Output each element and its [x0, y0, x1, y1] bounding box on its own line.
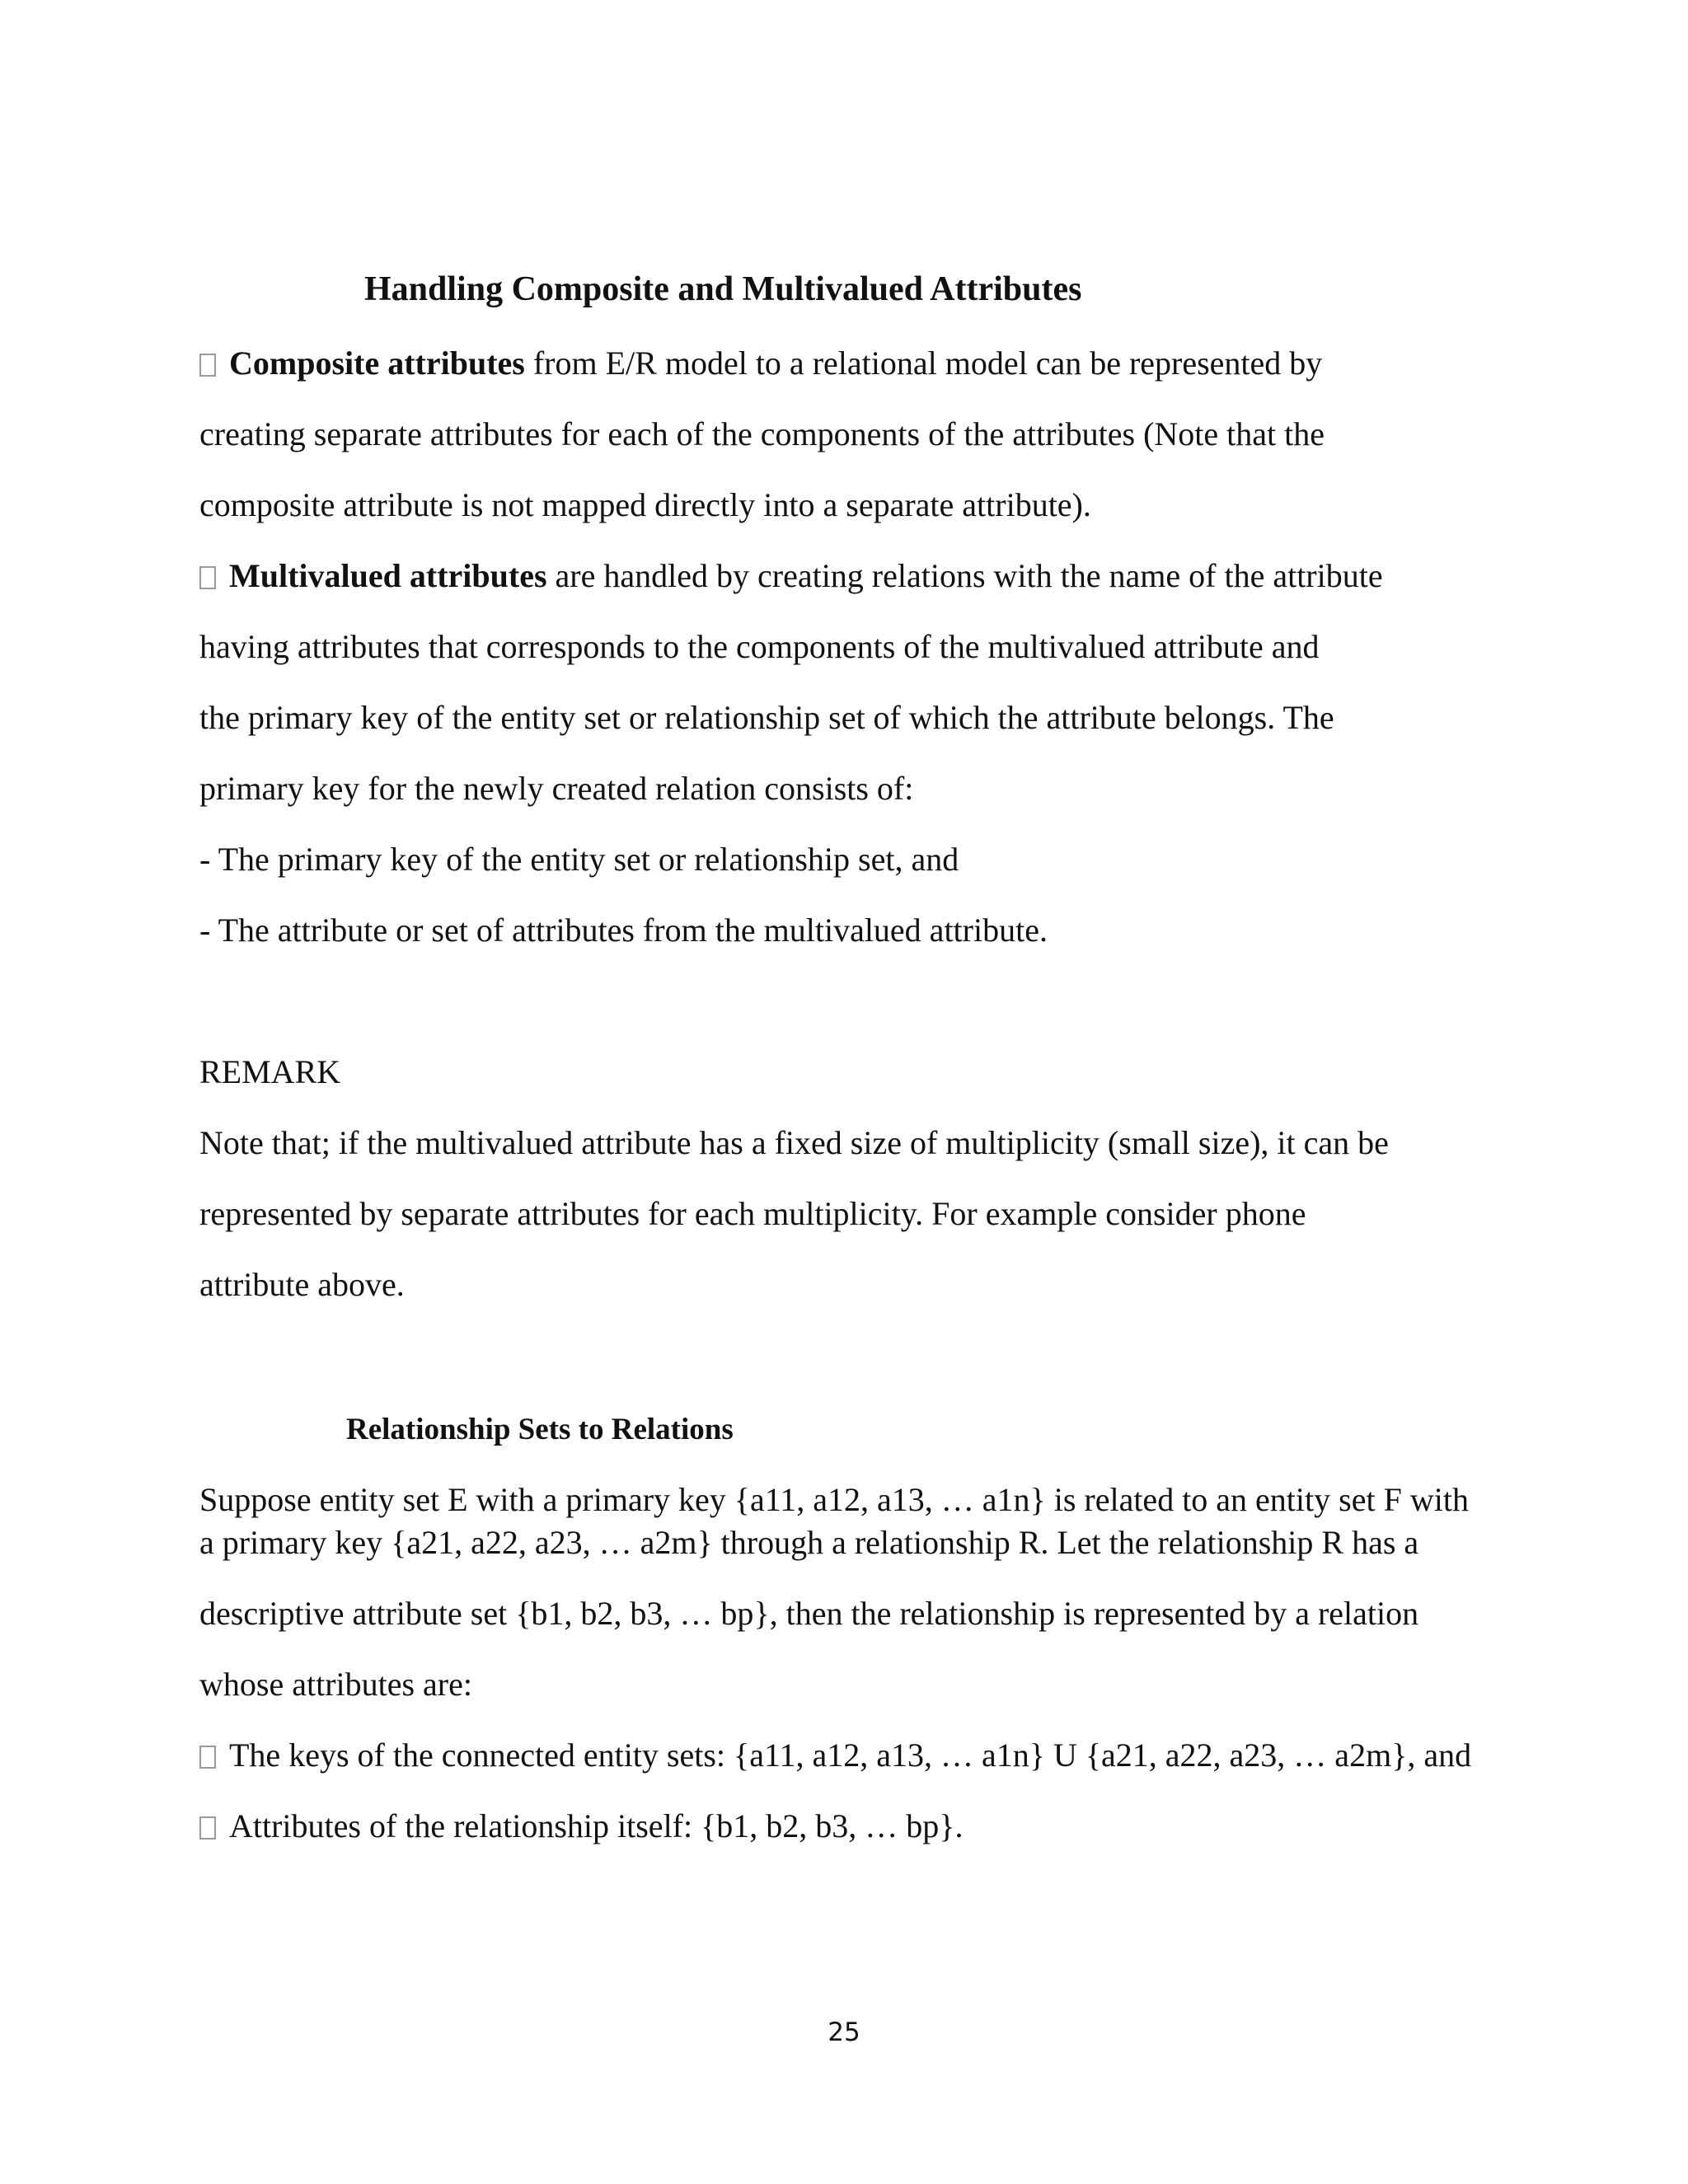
bullet-box-icon [199, 566, 216, 589]
composite-bullet-line-3: composite attribute is not mapped directly into a separate attribute). [199, 486, 1091, 523]
dash-item-primary-key: - The primary key of the entity set or relationship set, and [199, 841, 959, 878]
composite-bullet-line-1 [199, 343, 1322, 384]
multivalued-bullet-line-2: having attributes that corresponds to the components of the multivalued attribute and [199, 628, 1320, 665]
page-number: 25 [828, 2018, 860, 2047]
multivalued-bullet-line-4: primary key for the newly created relation consists of: [199, 770, 914, 807]
multivalued-text: are handled by creating relations with the name of the attribute [546, 557, 1383, 594]
multivalued-bullet-line-1 [199, 555, 1383, 597]
relationship-bullet-keys [199, 1735, 1471, 1776]
bullet-box-icon [199, 354, 216, 377]
composite-bullet-line-2: creating separate attributes for each of the components of the attributes (Note that the [199, 415, 1325, 452]
remark-line-3: attribute above. [199, 1266, 405, 1303]
composite-text: from E/R model to a relational model can be represented by [524, 344, 1323, 382]
section-heading-composite-multivalued: Handling Composite and Multivalued Attributes [364, 270, 1082, 308]
relationship-paragraph-line-2: a primary key {a21, a22, a23, … a2m} through a relationship R. Let the relationship R has a [199, 1524, 1419, 1561]
dash-item-attribute-set: - The attribute or set of attributes from the multivalued attribute. [199, 912, 1048, 949]
relationship-paragraph-line-1: Suppose entity set E with a primary key {a11, a12, a13, … a1n} is related to an entity set F with [199, 1481, 1469, 1518]
multivalued-bullet-line-3: the primary key of the entity set or relationship set of which the attribute belongs. The [199, 699, 1334, 736]
bullet-box-icon [199, 1816, 216, 1840]
section-heading-relationship-sets: Relationship Sets to Relations [346, 1413, 734, 1446]
bullet-box-icon [199, 1746, 216, 1769]
relationship-bullet-attributes-text: Attributes of the relationship itself: {b1, b2, b3, … bp}. [229, 1807, 964, 1844]
remark-title: REMARK [199, 1053, 341, 1090]
relationship-paragraph-line-3: descriptive attribute set {b1, b2, b3, … bp}, then the relationship is represented by a relation [199, 1595, 1419, 1632]
composite-term: Composite attributes [229, 344, 525, 382]
multivalued-term: Multivalued attributes [229, 557, 547, 594]
relationship-bullet-attributes [199, 1806, 964, 1847]
remark-line-2: represented by separate attributes for each multiplicity. For example consider phone [199, 1195, 1306, 1232]
relationship-bullet-keys-text: The keys of the connected entity sets: {a11, a12, a13, … a1n} U {a21, a22, a23, … a2m}, and [229, 1736, 1472, 1774]
relationship-paragraph-line-4: whose attributes are: [199, 1666, 472, 1703]
remark-line-1: Note that; if the multivalued attribute has a fixed size of multiplicity (small size), it can be [199, 1124, 1389, 1161]
